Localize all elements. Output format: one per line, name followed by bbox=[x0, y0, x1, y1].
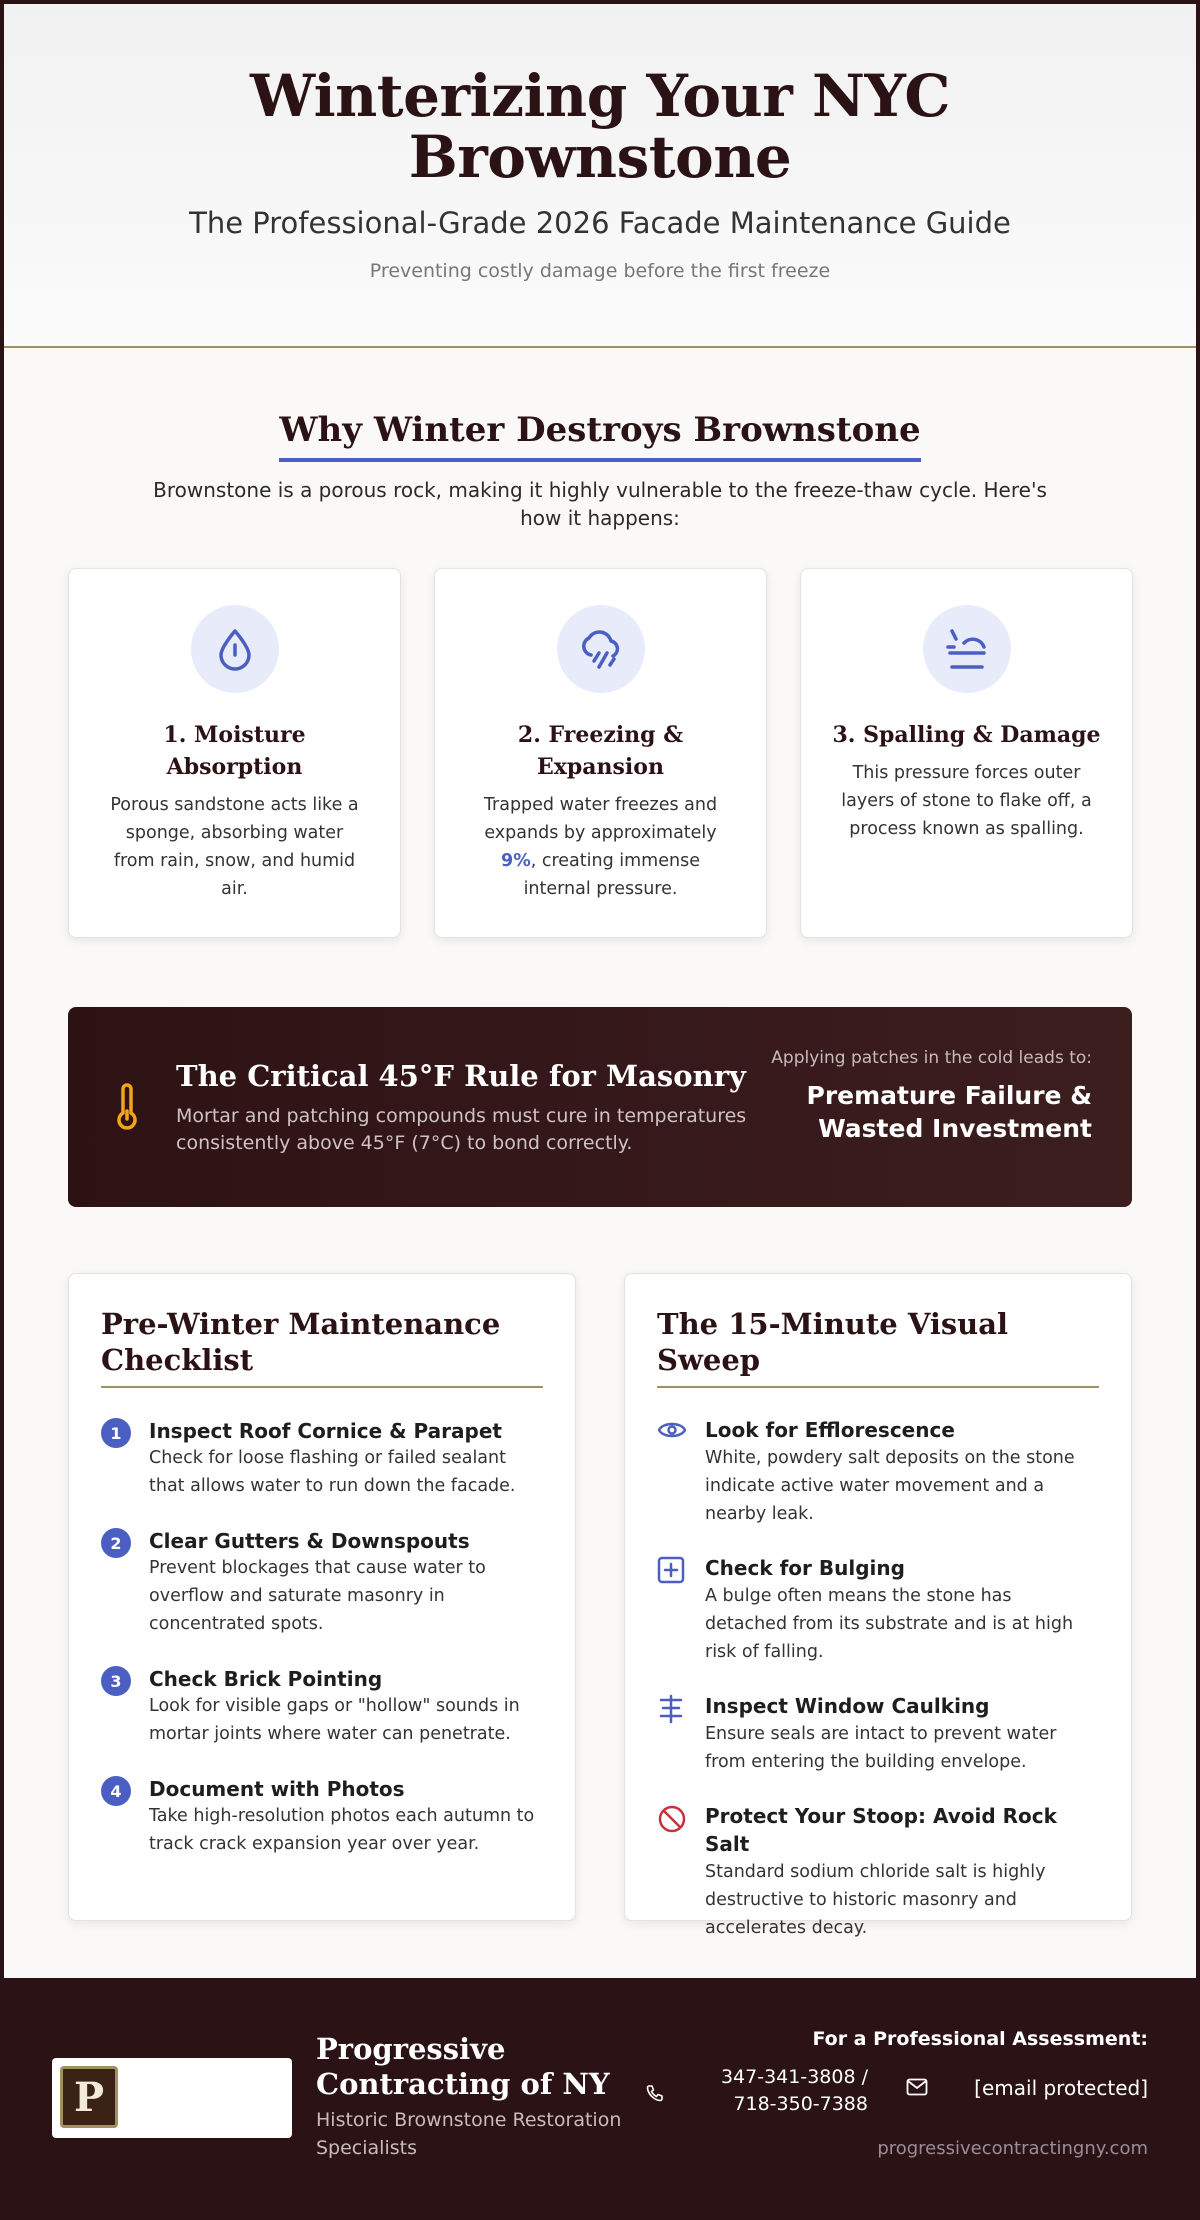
sweep-text: Ensure seals are intact to prevent water from entering the building envelope. bbox=[705, 1724, 1057, 1772]
rule-title: The Critical 45°F Rule for Masonry bbox=[176, 1059, 746, 1093]
step-text: Check for loose flashing or failed sealant that allows water to run down the facade. bbox=[149, 1448, 516, 1496]
rule-lead-in: Applying patches in the cold leads to: bbox=[771, 1048, 1092, 1068]
website-link[interactable]: progressivecontractingny.com bbox=[877, 2138, 1148, 2159]
contact-heading: For a Professional Assessment: bbox=[812, 2028, 1148, 2050]
sweep-title: Inspect Window Caulking bbox=[705, 1694, 990, 1718]
step-number: 2 bbox=[101, 1528, 131, 1558]
card-title: 2. Freezing & Expansion bbox=[517, 722, 684, 780]
cloud-hail-icon bbox=[557, 605, 645, 693]
sweep-item bbox=[657, 1802, 1099, 1942]
card-text bbox=[469, 791, 732, 903]
step-title: Inspect Roof Cornice & Parapet bbox=[149, 1419, 502, 1443]
why-heading: Why Winter Destroys Brownstone bbox=[279, 410, 920, 462]
footer bbox=[0, 1978, 1200, 2220]
card-text: Porous sandstone acts like a sponge, absorbing water from rain, snow, and humid air. bbox=[110, 795, 359, 899]
sweep-heading: The 15-Minute Visual Sweep bbox=[657, 1306, 1099, 1388]
checklist-item bbox=[101, 1418, 543, 1500]
card-title: 1. Moisture Absorption bbox=[163, 722, 306, 780]
sweep-title: Check for Bulging bbox=[705, 1556, 905, 1580]
step-title: Clear Gutters & Downspouts bbox=[149, 1529, 470, 1553]
card-moisture bbox=[68, 568, 401, 938]
expansion-percent: 9% bbox=[501, 851, 531, 871]
sweep-title: Look for Efflorescence bbox=[705, 1418, 955, 1442]
step-number: 4 bbox=[101, 1776, 131, 1806]
hero-header bbox=[4, 4, 1196, 348]
thermometer-icon bbox=[114, 1083, 140, 1135]
card-text-end: , creating immense internal pressure. bbox=[523, 851, 700, 899]
sweep-text: Standard sodium chloride salt is highly destructive to historic masonry and accelerates decay. bbox=[705, 1862, 1046, 1938]
page-subtitle: The Professional-Grade 2026 Facade Maintenance Guide bbox=[189, 206, 1011, 240]
step-number: 1 bbox=[101, 1418, 131, 1448]
rule-description: Mortar and patching compounds must cure in temperatures consistently above 45°F (7°C) to bond correctly. bbox=[176, 1105, 747, 1154]
company-name: Progressive Contracting of NY bbox=[316, 2032, 610, 2101]
temperature-rule-banner bbox=[68, 1007, 1132, 1207]
sweep-item bbox=[657, 1554, 1099, 1666]
company-role: Historic Brownstone Restoration Specialists bbox=[316, 2109, 622, 2159]
why-section bbox=[4, 348, 1196, 938]
plus-square-icon bbox=[657, 1556, 685, 1588]
sunrise-erosion-icon bbox=[923, 605, 1011, 693]
rule-consequence-block bbox=[762, 1045, 1092, 1145]
water-drop-icon bbox=[191, 605, 279, 693]
page-title: Winterizing Your NYC Brownstone bbox=[249, 62, 951, 191]
page bbox=[4, 4, 1196, 1978]
phone-icon bbox=[646, 2084, 664, 2106]
sweep-item bbox=[657, 1692, 1099, 1776]
checklist-heading: Pre-Winter Maintenance Checklist bbox=[101, 1306, 543, 1388]
card-text: This pressure forces outer layers of stone to flake off, a process known as spalling. bbox=[841, 763, 1092, 839]
checklist-item bbox=[101, 1776, 543, 1858]
step-title: Document with Photos bbox=[149, 1777, 405, 1801]
checklist-item bbox=[101, 1666, 543, 1748]
step-title: Check Brick Pointing bbox=[149, 1667, 383, 1691]
why-intro: Brownstone is a porous rock, making it highly vulnerable to the freeze-thaw cycle. Here's how it happens: bbox=[153, 478, 1047, 530]
email-link[interactable]: [email protected] bbox=[974, 2076, 1148, 2100]
visual-sweep-panel bbox=[624, 1273, 1132, 1938]
contact-row bbox=[628, 2064, 1148, 2124]
page-tagline: Preventing costly damage before the first freeze bbox=[369, 260, 831, 282]
rule-consequence: Premature Failure & Wasted Investment bbox=[806, 1081, 1092, 1143]
checklist-panel bbox=[68, 1273, 576, 1921]
mail-icon bbox=[906, 2078, 928, 2100]
card-title: 3. Spalling & Damage bbox=[832, 722, 1101, 748]
sweep-text: White, powdery salt deposits on the stone indicate active water movement and a nearby leak. bbox=[705, 1448, 1075, 1524]
sweep-title: Protect Your Stoop: Avoid Rock Salt bbox=[705, 1804, 1057, 1856]
phone-link[interactable]: 347-341-3808 / 718-350-7388 bbox=[720, 2066, 868, 2115]
window-frame-icon bbox=[657, 1694, 685, 1728]
step-number: 3 bbox=[101, 1666, 131, 1696]
eye-icon bbox=[657, 1418, 687, 1446]
step-text: Prevent blockages that cause water to overflow and saturate masonry in concentrated spots. bbox=[149, 1558, 486, 1634]
process-cards bbox=[4, 568, 1196, 938]
card-freezing bbox=[434, 568, 767, 938]
sweep-text: A bulge often means the stone has detached from its substrate and is at high risk of falling. bbox=[705, 1586, 1074, 1662]
logo-letter: P bbox=[73, 2073, 105, 2121]
sweep-item bbox=[657, 1416, 1099, 1528]
logo-mark bbox=[60, 2066, 118, 2128]
step-text: Look for visible gaps or "hollow" sounds in mortar joints where water can penetrate. bbox=[149, 1696, 520, 1744]
company-logo bbox=[52, 2058, 292, 2138]
card-text-start: Trapped water freezes and expands by approximately bbox=[483, 795, 718, 843]
prohibited-icon bbox=[657, 1804, 687, 1838]
company-brand bbox=[316, 2032, 656, 2162]
checklist-item bbox=[101, 1528, 543, 1638]
step-text: Take high-resolution photos each autumn to track crack expansion year over year. bbox=[149, 1806, 535, 1854]
card-spalling bbox=[800, 568, 1133, 938]
contact-block bbox=[628, 2028, 1148, 2159]
